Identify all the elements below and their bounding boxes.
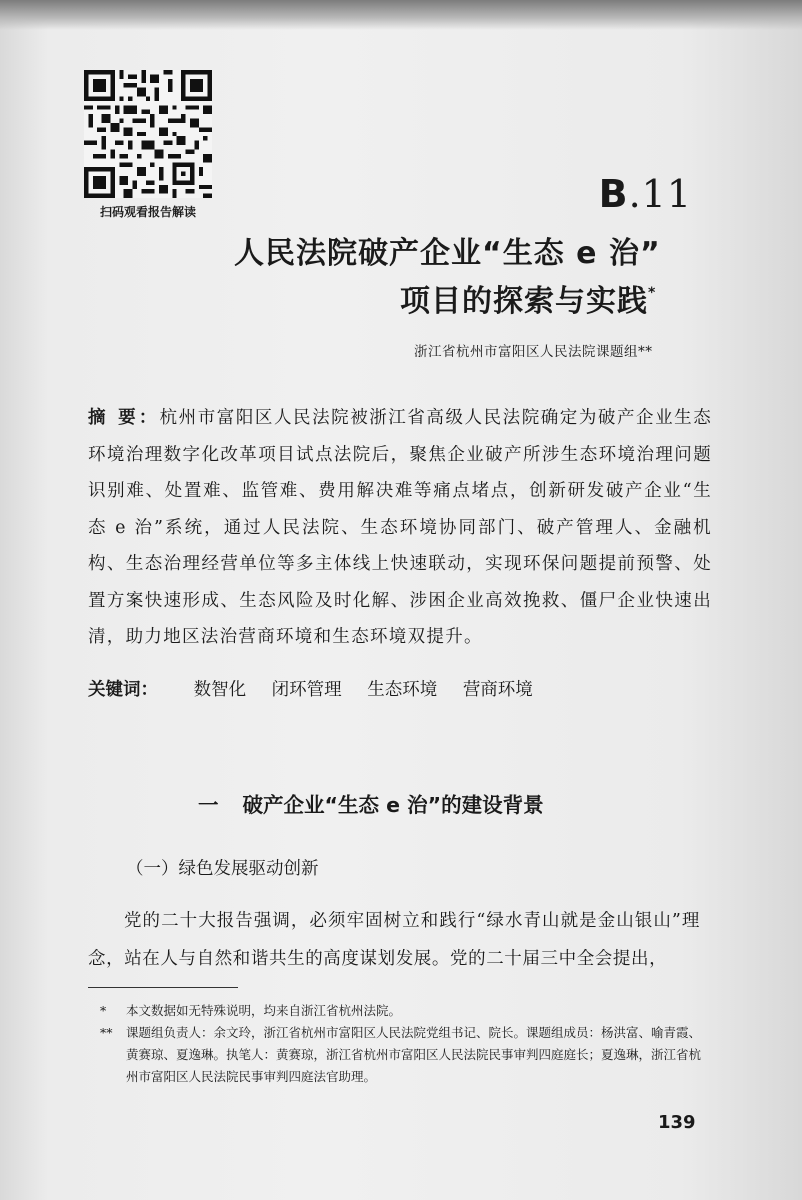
keyword: 闭环管理: [271, 680, 342, 700]
body-paragraph: 党的二十大报告强调，必须牢固树立和践行“绿水青山就是金山银山”理念，站在人与自然和谐共生的高度谋划发展。党的二十届三中全会提出，: [88, 911, 700, 969]
author-line: 浙江省杭州市富阳区人民法院课题组**: [414, 344, 653, 360]
section-heading: [198, 788, 544, 818]
keyword: 数智化: [193, 680, 247, 700]
keyword: 营商环境: [462, 680, 533, 700]
footnote-mark: **: [100, 1025, 113, 1040]
qr-caption: 扫码观看报告解读: [99, 205, 196, 219]
footnote-divider: [88, 987, 238, 988]
keywords: [88, 676, 553, 701]
keywords-label: 关键词：: [88, 680, 158, 700]
footnote-mark: *: [100, 1003, 107, 1018]
footnotes: [100, 1000, 712, 1088]
abstract-text: 杭州市富阳区人民法院被浙江省高级人民法院确定为破产企业生态环境治理数字化改革项目试点法院后，聚焦企业破产所涉生态环境治理问题识别难、处置难、监管难、费用解决难等痛点堵点，创新研发破产企业“生态 e 治”系统，通过人民法院、生态环境协同部门、破产管理人、金融机构、生态治理经营单位等多主体线上快速联动，实现环保问题提前预警、处置方案快速形成、生态风险及时化解、涉困企业高效挽救、僵尸企业快速出清，助力地区法治营商环境和生态环境双提升。: [88, 408, 713, 647]
section-title: 破产企业“生态 e 治”的建设背景: [242, 793, 544, 817]
abstract-label: 摘 要：: [88, 408, 160, 428]
qr-code-icon: [84, 70, 212, 198]
footnote: [100, 1000, 712, 1022]
footnote-text: 课题组负责人：余文玲，浙江省杭州市富阳区人民法院党组书记、院长。课题组成员：杨洪富、喻青霞、黄赛琼、夏逸琳。执笔人：黄赛琼，浙江省杭州市富阳区人民法院民事审判四庭庭长；夏逸琳，浙江省杭州市富阳区人民法院民事审判四庭法官助理。: [126, 1025, 702, 1084]
section-number: 一: [198, 793, 219, 817]
title-note-mark: *: [648, 285, 657, 301]
page-title-line2: [400, 276, 656, 320]
page-title-line1: 人民法院破产企业“生态 e 治”: [234, 236, 661, 271]
page-number: 139: [658, 1112, 696, 1133]
report-letter: B: [598, 172, 629, 216]
abstract: [88, 400, 712, 656]
report-number: [599, 172, 692, 216]
footnote-text: 本文数据如无特殊说明，均来自浙江省杭州法院。: [126, 1003, 402, 1018]
footnote: [100, 1022, 712, 1088]
keyword: 生态环境: [367, 680, 438, 700]
title-line2-text: 项目的探索与实践: [400, 284, 648, 319]
report-number-value: .11: [628, 172, 692, 216]
subsection-heading: （一）绿色发展驱动创新: [126, 859, 319, 879]
